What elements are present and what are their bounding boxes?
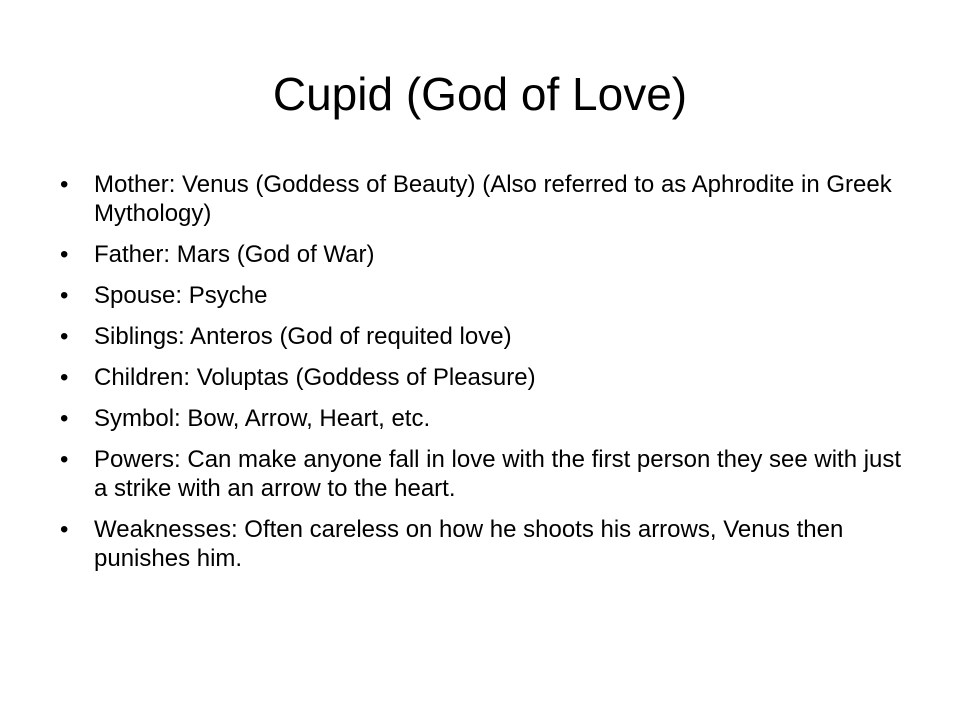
bullet-icon: • [60, 323, 69, 350]
bullet-icon: • [60, 241, 69, 268]
bullet-text: Weaknesses: Often careless on how he shoots his arrows, Venus then punishes him. [94, 516, 844, 572]
bullet-item-spouse [60, 281, 910, 310]
bullet-text: Siblings: Anteros (God of requited love) [94, 323, 512, 350]
bullet-item-children [60, 363, 910, 392]
bullet-list [60, 170, 910, 585]
bullet-icon: • [60, 516, 69, 543]
bullet-icon: • [60, 171, 69, 198]
bullet-icon: • [60, 364, 69, 391]
bullet-item-mother [60, 170, 910, 228]
bullet-icon: • [60, 446, 69, 473]
bullet-text: Children: Voluptas (Goddess of Pleasure) [94, 364, 536, 391]
bullet-text: Father: Mars (God of War) [94, 241, 375, 268]
bullet-item-powers [60, 445, 910, 503]
bullet-item-weaknesses [60, 515, 910, 573]
bullet-text: Powers: Can make anyone fall in love with the first person they see with just a strike with an arrow to the heart. [94, 446, 902, 502]
bullet-text: Symbol: Bow, Arrow, Heart, etc. [94, 405, 431, 432]
bullet-icon: • [60, 282, 69, 309]
slide-title: Cupid (God of Love) [272, 68, 688, 120]
bullet-item-father [60, 240, 910, 269]
bullet-text: Mother: Venus (Goddess of Beauty) (Also referred to as Aphrodite in Greek Mythology) [94, 171, 892, 227]
bullet-item-siblings [60, 322, 910, 351]
bullet-text: Spouse: Psyche [94, 282, 268, 309]
bullet-item-symbol [60, 404, 910, 433]
bullet-icon: • [60, 405, 69, 432]
